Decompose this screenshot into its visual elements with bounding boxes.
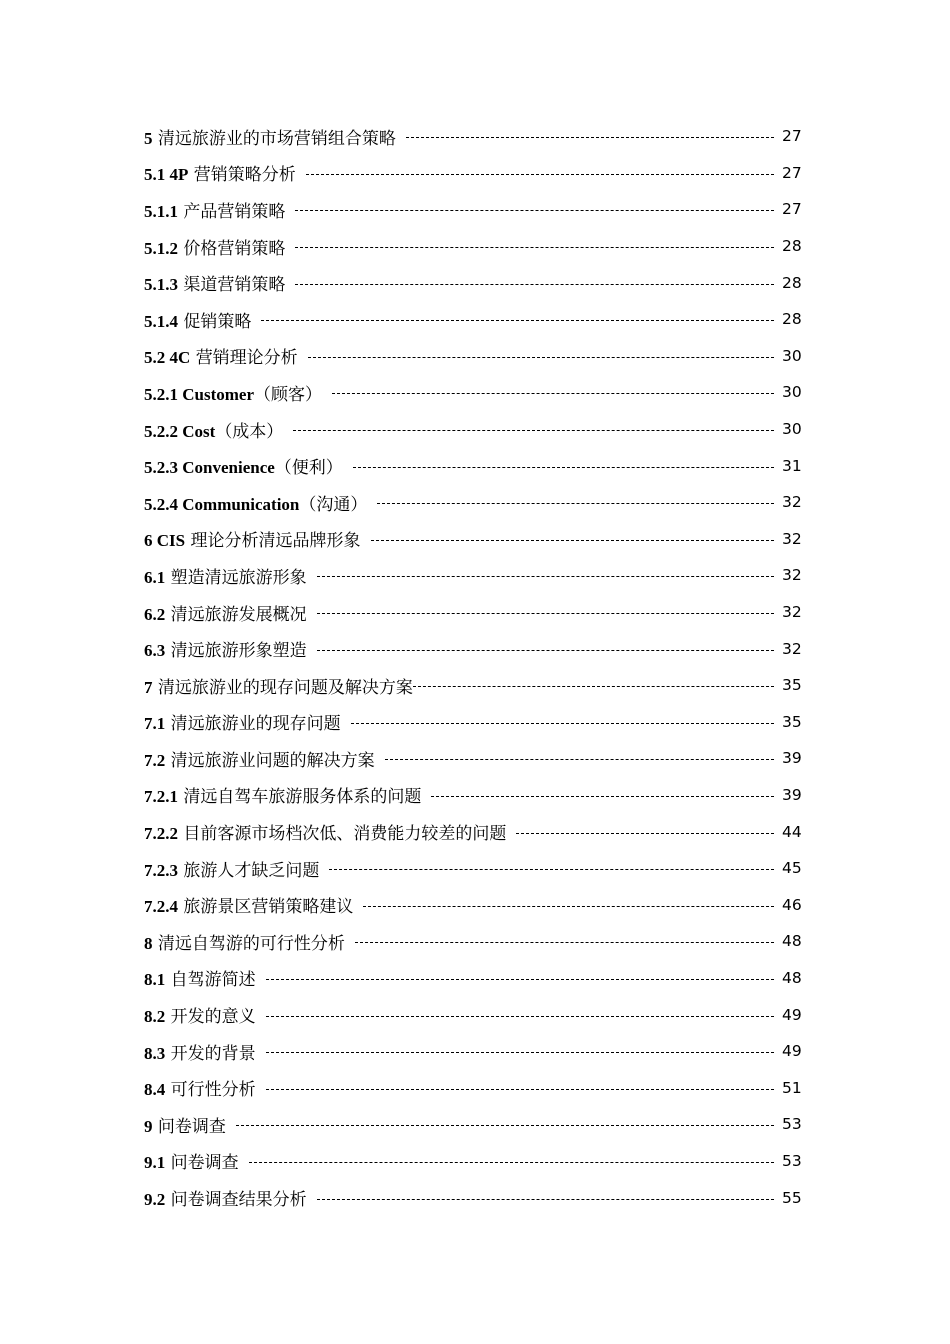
toc-entry-number: 8.1: [144, 970, 166, 990]
toc-entry-number: 5.1.4: [144, 311, 178, 331]
toc-page-number: 28: [782, 310, 802, 329]
toc-leader-line: [516, 832, 774, 834]
toc-entry-number: 5.1 4P: [144, 165, 189, 185]
toc-leader-line: [295, 209, 774, 211]
toc-entry-number: 5.2.2 Cost: [144, 421, 216, 441]
toc-entry-title: 促销策略: [183, 311, 252, 332]
toc-entry[interactable]: [144, 996, 804, 1033]
toc-entry-title: 塑造清远旅游形象: [170, 567, 307, 588]
toc-entry-title: 清远旅游业的市场营销组合策略: [157, 128, 396, 149]
toc-entry[interactable]: [144, 960, 804, 997]
toc-entry[interactable]: [144, 667, 804, 704]
toc-entry[interactable]: [144, 777, 804, 814]
toc-entry[interactable]: [144, 1033, 804, 1070]
toc-page-number: 53: [782, 1151, 802, 1170]
toc-page-number: 39: [782, 749, 802, 768]
toc-leader-line: [406, 136, 774, 138]
toc-leader-line: [363, 905, 774, 907]
toc-entry-number: 6 CIS: [144, 531, 186, 551]
toc-page-number: 32: [782, 603, 802, 622]
toc-leader-line: [317, 649, 774, 651]
toc-entry-title: 价格营销策略: [183, 238, 286, 259]
toc-entry[interactable]: [144, 594, 804, 631]
toc-entry[interactable]: [144, 850, 804, 887]
toc-entry[interactable]: [144, 1069, 804, 1106]
toc-entry-number: 5: [144, 128, 153, 148]
toc-page-number: 27: [782, 163, 802, 182]
toc-entry-title: （便利）: [274, 458, 343, 479]
toc-leader-line: [317, 612, 774, 614]
toc-leader-line: [353, 466, 774, 468]
toc-leader-line: [266, 1051, 774, 1053]
toc-entry[interactable]: [144, 557, 804, 594]
toc-entry-title: （成本）: [215, 421, 284, 442]
toc-page-number: 35: [782, 676, 802, 695]
toc-leader-line: [295, 283, 774, 285]
toc-entry-title: 可行性分析: [170, 1080, 256, 1101]
toc-page-number: 39: [782, 785, 802, 804]
toc-leader-line: [431, 795, 774, 797]
toc-entry-title: 清远旅游业问题的解决方案: [170, 750, 375, 771]
toc-entry-number: 5.2.4 Communication: [144, 494, 300, 514]
toc-leader-line: [371, 539, 774, 541]
toc-leader-line: [317, 575, 774, 577]
toc-page-number: 49: [782, 1042, 802, 1061]
toc-page-number: 44: [782, 822, 802, 841]
toc-entry-number: 7.2.3: [144, 860, 178, 880]
toc-page-number: 51: [782, 1078, 802, 1097]
toc-entry[interactable]: [144, 704, 804, 741]
toc-page-number: 32: [782, 529, 802, 548]
toc-entry-number: 7.2.1: [144, 787, 178, 807]
toc-entry[interactable]: [144, 1106, 804, 1143]
toc-entry-title: 清远旅游业的现存问题及解决方案: [157, 677, 413, 698]
toc-entry-title: 营销理论分析: [195, 348, 298, 369]
table-of-contents: [144, 118, 804, 1216]
toc-page-number: 32: [782, 566, 802, 585]
toc-page-number: 55: [782, 1188, 802, 1207]
toc-entry-title: 清远旅游形象塑造: [170, 641, 307, 662]
toc-leader-line: [261, 319, 774, 321]
toc-entry[interactable]: [144, 630, 804, 667]
toc-entry-number: 5.2.3 Convenience: [144, 458, 275, 478]
toc-leader-line: [266, 1015, 774, 1017]
toc-page-number: 31: [782, 456, 802, 475]
toc-entry-title: （顾客）: [254, 384, 323, 405]
toc-entry-number: 5.2.1 Customer: [144, 384, 255, 404]
toc-leader-line: [249, 1161, 774, 1163]
toc-entry-title: （沟通）: [299, 494, 368, 515]
toc-entry-number: 5.2 4C: [144, 348, 191, 368]
toc-entry-number: 8.4: [144, 1080, 166, 1100]
toc-page-number: 45: [782, 859, 802, 878]
toc-entry-title: 营销策略分析: [193, 165, 296, 186]
toc-entry-title: 自驾游简述: [170, 970, 256, 991]
toc-leader-line: [332, 392, 774, 394]
toc-entry[interactable]: [144, 228, 804, 265]
toc-entry-title: 产品营销策略: [183, 201, 286, 222]
toc-page-number: 27: [782, 127, 802, 146]
toc-entry-number: 7.2.4: [144, 897, 178, 917]
toc-entry-number: 7: [144, 677, 153, 697]
toc-page-number: 32: [782, 493, 802, 512]
toc-entry-number: 8.2: [144, 1007, 166, 1027]
toc-entry-title: 旅游人才缺乏问题: [183, 860, 320, 881]
toc-entry-number: 9: [144, 1116, 153, 1136]
toc-entry-title: 清远旅游发展概况: [170, 604, 307, 625]
toc-entry[interactable]: [144, 155, 804, 192]
toc-entry-title: 目前客源市场档次低、消费能力较差的问题: [183, 824, 507, 845]
toc-page-number: 28: [782, 237, 802, 256]
toc-entry-number: 5.1.3: [144, 275, 178, 295]
toc-leader-line: [377, 502, 774, 504]
toc-page-number: 32: [782, 639, 802, 658]
toc-leader-line: [306, 173, 774, 175]
toc-entry-title: 问卷调查结果分析: [170, 1190, 307, 1211]
toc-page-number: 30: [782, 346, 802, 365]
toc-entry-number: 6.2: [144, 604, 166, 624]
toc-leader-line: [385, 758, 774, 760]
toc-entry[interactable]: [144, 411, 804, 448]
toc-entry[interactable]: [144, 886, 804, 923]
toc-entry-number: 8.3: [144, 1043, 166, 1063]
toc-entry[interactable]: [144, 374, 804, 411]
toc-entry-title: 渠道营销策略: [183, 275, 286, 296]
toc-leader-line: [413, 685, 774, 687]
toc-entry[interactable]: [144, 484, 804, 521]
toc-entry-title: 问卷调查: [157, 1116, 226, 1137]
toc-entry-number: 6.3: [144, 641, 166, 661]
toc-entry[interactable]: [144, 301, 804, 338]
toc-leader-line: [293, 429, 774, 431]
toc-leader-line: [266, 1088, 774, 1090]
toc-leader-line: [317, 1198, 774, 1200]
toc-entry[interactable]: [144, 118, 804, 155]
toc-entry-title: 开发的背景: [170, 1043, 256, 1064]
toc-leader-line: [329, 868, 774, 870]
toc-entry[interactable]: [144, 1143, 804, 1180]
toc-entry[interactable]: [144, 923, 804, 960]
toc-leader-line: [295, 246, 774, 248]
toc-leader-line: [236, 1124, 774, 1126]
toc-page-number: 46: [782, 895, 802, 914]
toc-page-number: 27: [782, 200, 802, 219]
toc-entry[interactable]: [144, 338, 804, 375]
toc-page-number: 53: [782, 1115, 802, 1134]
toc-entry-title: 理论分析清远品牌形象: [190, 531, 361, 552]
toc-page-number: 30: [782, 420, 802, 439]
toc-entry-number: 5.1.1: [144, 201, 178, 221]
toc-entry-title: 问卷调查: [170, 1153, 239, 1174]
toc-leader-line: [355, 941, 774, 943]
toc-entry-number: 9.1: [144, 1153, 166, 1173]
toc-entry-number: 7.2: [144, 750, 166, 770]
toc-entry-number: 6.1: [144, 567, 166, 587]
toc-page-number: 28: [782, 273, 802, 292]
toc-entry-title: 清远自驾游的可行性分析: [157, 933, 345, 954]
toc-entry-title: 开发的意义: [170, 1007, 256, 1028]
toc-page-number: 48: [782, 968, 802, 987]
toc-entry-number: 7.2.2: [144, 824, 178, 844]
toc-entry[interactable]: [144, 191, 804, 228]
toc-leader-line: [266, 978, 774, 980]
toc-entry[interactable]: [144, 264, 804, 301]
toc-entry-number: 9.2: [144, 1190, 166, 1210]
toc-entry[interactable]: [144, 740, 804, 777]
toc-entry-number: 7.1: [144, 714, 166, 734]
toc-entry-number: 8: [144, 933, 153, 953]
toc-entry[interactable]: [144, 813, 804, 850]
toc-entry[interactable]: [144, 447, 804, 484]
toc-page-number: 49: [782, 1005, 802, 1024]
toc-page-number: 30: [782, 383, 802, 402]
toc-leader-line: [308, 356, 774, 358]
toc-entry-title: 清远自驾车旅游服务体系的问题: [183, 787, 422, 808]
toc-page-number: 48: [782, 932, 802, 951]
toc-leader-line: [351, 722, 774, 724]
toc-entry-title: 清远旅游业的现存问题: [170, 714, 341, 735]
toc-entry[interactable]: [144, 521, 804, 558]
toc-entry-title: 旅游景区营销策略建议: [183, 897, 354, 918]
toc-entry[interactable]: [144, 1179, 804, 1216]
toc-page-number: 35: [782, 712, 802, 731]
toc-entry-number: 5.1.2: [144, 238, 178, 258]
